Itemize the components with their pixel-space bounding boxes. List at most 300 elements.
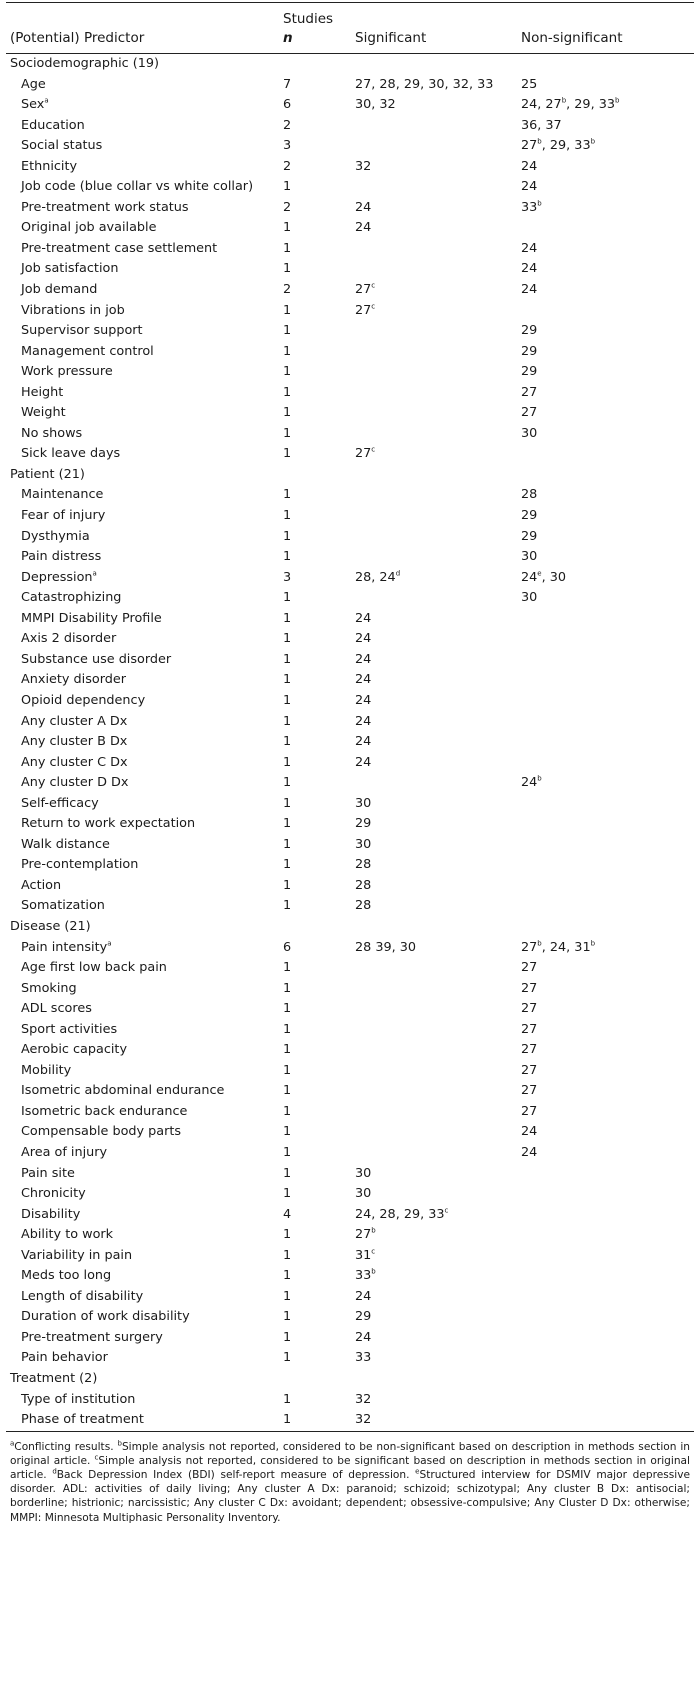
section-title: Treatment (2) — [10, 1371, 98, 1386]
table-body — [6, 54, 694, 1431]
footnote-text: Simple analysis not reported, considered to be significant based on description in methods section in original article. — [10, 1454, 690, 1482]
section-heading — [6, 1369, 694, 1390]
significant-cell: 24 — [355, 1288, 372, 1304]
significant-cell: 31$^c$ — [355, 1247, 376, 1263]
predictor-cell: Self-efficacy — [21, 795, 99, 811]
studies-count-cell: 6 — [283, 939, 292, 955]
section-title: Sociodemographic (19) — [10, 56, 160, 71]
table-row — [6, 629, 694, 650]
footnote-marker: b — [537, 137, 542, 146]
significant-cell: 27$^c$ — [355, 302, 376, 318]
predictor-cell: Pain intensity$^a$ — [21, 939, 112, 955]
footnote-marker: d — [395, 569, 401, 578]
studies-count-cell: 1 — [283, 734, 292, 750]
predictor-cell: Ethnicity — [21, 158, 78, 174]
footnote-marker: a — [10, 1439, 15, 1448]
table-row — [6, 1164, 694, 1185]
table-row — [6, 1266, 694, 1287]
table-row — [6, 280, 694, 301]
table-row — [6, 1061, 694, 1082]
predictor-cell: Job demand — [21, 282, 98, 298]
table-row — [6, 588, 694, 609]
footnote-marker: c — [371, 1247, 376, 1256]
studies-count-cell: 1 — [283, 384, 292, 400]
footnote-marker: b — [615, 96, 620, 105]
studies-count-cell: 1 — [283, 1350, 292, 1366]
nonsignificant-cell: 24 — [521, 282, 538, 298]
studies-count-cell: 1 — [283, 240, 292, 256]
studies-count-cell: 1 — [283, 1412, 292, 1428]
studies-count-cell: 1 — [283, 1124, 292, 1140]
predictor-cell: Disability — [21, 1206, 81, 1222]
significant-cell: 24 — [355, 1329, 372, 1345]
predictor-cell: Action — [21, 877, 62, 893]
nonsignificant-cell: 27 — [521, 1083, 538, 1099]
studies-count-cell: 1 — [283, 836, 292, 852]
studies-count-cell: 1 — [283, 672, 292, 688]
significant-cell: 28 39, 30 — [355, 939, 417, 955]
table-header — [6, 3, 694, 53]
predictor-cell: Type of institution — [21, 1391, 136, 1407]
nonsignificant-cell: 24, 27$^b$, 29, 33$^b$ — [521, 96, 620, 113]
footnote-marker: a — [92, 569, 97, 578]
studies-count-cell: 1 — [283, 713, 292, 729]
predictor-cell: Weight — [21, 405, 66, 421]
significant-cell: 28 — [355, 898, 372, 914]
header-predictor: (Potential) Predictor — [10, 30, 145, 46]
predictor-cell: Duration of work disability — [21, 1309, 190, 1325]
predictor-cell: Any cluster D Dx — [21, 775, 129, 791]
studies-count-cell: 1 — [283, 775, 292, 791]
footnote-marker: e — [537, 569, 542, 578]
table-row — [6, 383, 694, 404]
studies-count-cell: 1 — [283, 1042, 292, 1058]
studies-count-cell: 1 — [283, 1309, 292, 1325]
studies-count-cell: 2 — [283, 282, 292, 298]
predictor-cell: Isometric back endurance — [21, 1103, 188, 1119]
nonsignificant-cell: 30 — [521, 590, 538, 606]
significant-cell: 24 — [355, 199, 372, 215]
footnote-marker: a — [44, 96, 49, 105]
nonsignificant-cell: 25 — [521, 76, 538, 92]
significant-cell: 24 — [355, 651, 372, 667]
studies-count-cell: 1 — [283, 425, 292, 441]
predictor-cell: Depression$^a$ — [21, 569, 97, 585]
table-row — [6, 794, 694, 815]
footnote-marker: b — [537, 774, 542, 783]
studies-count-cell: 1 — [283, 302, 292, 318]
table-row — [6, 259, 694, 280]
nonsignificant-cell: 24$^b$ — [521, 774, 542, 791]
studies-count-cell: 1 — [283, 1329, 292, 1345]
studies-count-cell: 2 — [283, 199, 292, 215]
nonsignificant-cell: 27 — [521, 1042, 538, 1058]
studies-count-cell: 1 — [283, 549, 292, 565]
significant-cell: 28 — [355, 857, 372, 873]
nonsignificant-cell: 24e, 30 — [521, 569, 567, 585]
studies-count-cell: 1 — [283, 1268, 292, 1284]
footnote-marker: b — [590, 939, 596, 948]
predictor-cell: Compensable body parts — [21, 1124, 182, 1140]
significant-cell: 24 — [355, 672, 372, 688]
table-row — [6, 547, 694, 568]
footnote-marker: b — [590, 137, 596, 146]
studies-count-cell: 2 — [283, 117, 292, 133]
studies-count-cell: 1 — [283, 1021, 292, 1037]
studies-count-cell: 1 — [283, 754, 292, 770]
section-heading — [6, 917, 694, 938]
table-row — [6, 218, 694, 239]
table-row — [6, 1040, 694, 1061]
nonsignificant-cell: 36, 37 — [521, 117, 562, 133]
predictor-cell: Ability to work — [21, 1227, 114, 1243]
nonsignificant-cell: 27 — [521, 1103, 538, 1119]
footnote-marker: b — [537, 939, 542, 948]
table-row — [6, 116, 694, 137]
nonsignificant-cell: 29 — [521, 528, 538, 544]
footnote-text: Simple analysis not reported, considered to be non-significant based on description in methods section in original article. — [10, 1440, 690, 1467]
table-row — [6, 1410, 694, 1431]
predictor-cell: Pre-treatment surgery — [21, 1329, 163, 1345]
table-row — [6, 1020, 694, 1041]
predictor-cell: Substance use disorder — [21, 651, 172, 667]
footnote-marker: e — [415, 1467, 420, 1476]
significant-cell: 27$^c$ — [355, 446, 376, 462]
section-title: Disease (21) — [10, 918, 91, 934]
bottom-rule — [6, 1431, 694, 1432]
significant-cell: 30 — [355, 795, 372, 811]
nonsignificant-cell: 27$^b$, 24, 31$^b$ — [521, 939, 596, 955]
studies-count-cell: 1 — [283, 1186, 292, 1202]
predictor-cell: Variability in pain — [21, 1247, 133, 1263]
table-row — [6, 1102, 694, 1123]
studies-count-cell: 1 — [283, 1227, 292, 1243]
section-heading — [6, 54, 694, 75]
studies-count-cell: 1 — [283, 795, 292, 811]
nonsignificant-cell: 27 — [521, 1062, 538, 1078]
table-row — [6, 157, 694, 178]
predictor-cell: Sport activities — [21, 1021, 118, 1037]
predictor-cell: Return to work expectation — [21, 816, 196, 832]
table-row — [6, 691, 694, 712]
studies-count-cell: 1 — [283, 1144, 292, 1160]
predictor-cell: Fear of injury — [21, 508, 106, 524]
predictor-cell: ADL scores — [21, 1001, 92, 1017]
nonsignificant-cell: 24 — [521, 158, 538, 174]
table-row — [6, 670, 694, 691]
header-n: n — [283, 30, 293, 46]
footnote-marker: d — [52, 1467, 57, 1476]
predictor-cell: Maintenance — [21, 487, 104, 503]
predictor-cell: Original job available — [21, 220, 157, 236]
studies-count-cell: 1 — [283, 960, 292, 976]
significant-cell: 24 — [355, 734, 372, 750]
predictor-cell: Education — [21, 117, 85, 133]
studies-count-cell: 3 — [283, 569, 292, 585]
significant-cell: 29 — [355, 816, 372, 832]
predictor-cell: Social status — [21, 138, 103, 154]
predictor-cell: Pain site — [21, 1165, 75, 1181]
footnote-text: Structured interview for DSMIV major depressive disorder. ADL: activities of daily living; Any cluster A Dx: paranoid; schizoid; schizotypal; Any cluster B Dx: antisocial; borderline; histrionic; narcissistic; Any cluster C Dx: avoidant; dependent; obsessive-compulsive; Any Cluster D Dx: otherwise; MMPI: Minnesota Multiphasic Personality Inventory. — [10, 1469, 691, 1524]
table-row — [6, 239, 694, 260]
predictor-cell: Anxiety disorder — [21, 672, 126, 688]
predictor-cell: Phase of treatment — [21, 1412, 144, 1428]
studies-count-cell: 1 — [283, 364, 292, 380]
nonsignificant-cell: 27 — [521, 384, 538, 400]
nonsignificant-cell: 24 — [521, 1124, 538, 1140]
table-row — [6, 609, 694, 630]
nonsignificant-cell: 24 — [521, 240, 538, 256]
footnote-marker: c — [444, 1206, 449, 1215]
predictor-table — [6, 2, 694, 1525]
table-row — [6, 424, 694, 445]
studies-count-cell: 2 — [283, 158, 292, 174]
predictor-cell: Job code (blue collar vs white collar) — [21, 179, 254, 195]
table-footnotes — [6, 1436, 694, 1525]
table-row — [6, 403, 694, 424]
footnote-marker: b — [371, 1226, 376, 1235]
predictor-cell: Chronicity — [21, 1186, 86, 1202]
studies-count-cell: 3 — [283, 138, 292, 154]
significant-cell: 24 — [355, 713, 372, 729]
predictor-cell: Opioid dependency — [21, 692, 146, 708]
predictor-cell: Sick leave days — [21, 446, 121, 462]
nonsignificant-cell: 27 — [521, 405, 538, 421]
significant-cell: 27$^b$ — [355, 1226, 376, 1243]
table-row — [6, 753, 694, 774]
predictor-cell: No shows — [21, 425, 83, 441]
table-row — [6, 1390, 694, 1411]
studies-count-cell: 1 — [283, 220, 292, 236]
studies-count-cell: 1 — [283, 651, 292, 667]
table-row — [6, 876, 694, 897]
footnote-marker: b — [117, 1439, 122, 1448]
studies-count-cell: 1 — [283, 1391, 292, 1407]
studies-count-cell: 1 — [283, 323, 292, 339]
footnote-text: Back Depression Index (BDI) self-report measure of depression. — [56, 1469, 416, 1482]
studies-count-cell: 1 — [283, 980, 292, 996]
studies-count-cell: 1 — [283, 816, 292, 832]
table-row — [6, 177, 694, 198]
header-nonsignificant: Non-significant — [521, 30, 623, 46]
predictor-cell: Somatization — [21, 898, 105, 914]
table-row — [6, 650, 694, 671]
studies-count-cell: 7 — [283, 76, 292, 92]
studies-count-cell: 1 — [283, 508, 292, 524]
table-row — [6, 342, 694, 363]
table-row — [6, 1122, 694, 1143]
table-row — [6, 835, 694, 856]
table-row — [6, 568, 694, 589]
studies-count-cell: 1 — [283, 877, 292, 893]
predictor-cell: Sex$^a$ — [21, 96, 49, 113]
studies-count-cell: 1 — [283, 1288, 292, 1304]
section-title: Patient (21) — [10, 466, 85, 482]
significant-cell: 28, 24$^d$ — [355, 569, 401, 585]
nonsignificant-cell: 27 — [521, 1021, 538, 1037]
studies-count-cell: 1 — [283, 692, 292, 708]
significant-cell: 24 — [355, 692, 372, 708]
table-row — [6, 1184, 694, 1205]
predictor-cell: Any cluster C Dx — [21, 754, 128, 770]
studies-count-cell: 1 — [283, 179, 292, 195]
predictor-cell: Walk distance — [21, 836, 110, 852]
table-row — [6, 527, 694, 548]
predictor-cell: Aerobic capacity — [21, 1042, 128, 1058]
predictor-cell: Height — [21, 384, 64, 400]
section-heading — [6, 465, 694, 486]
nonsignificant-cell: 28 — [521, 487, 538, 503]
footnote-marker: c — [371, 302, 376, 311]
nonsignificant-cell: 29 — [521, 364, 538, 380]
significant-cell: 30 — [355, 1186, 372, 1202]
table-row — [6, 958, 694, 979]
significant-cell: 33 — [355, 1350, 372, 1366]
predictor-cell: Area of injury — [21, 1144, 108, 1160]
nonsignificant-cell: 27 — [521, 960, 538, 976]
studies-count-cell: 4 — [283, 1206, 292, 1222]
significant-cell: 30, 32 — [355, 97, 396, 113]
header-significant: Significant — [355, 30, 427, 46]
table-row — [6, 814, 694, 835]
predictor-cell: Mobility — [21, 1062, 72, 1078]
footnote-marker: a — [107, 939, 112, 948]
predictor-cell: Vibrations in job — [21, 302, 125, 318]
nonsignificant-cell: 29 — [521, 323, 538, 339]
nonsignificant-cell: 30 — [521, 425, 538, 441]
predictor-cell: Work pressure — [21, 364, 113, 380]
table-row — [6, 75, 694, 96]
nonsignificant-cell: 30 — [521, 549, 538, 565]
studies-count-cell: 1 — [283, 487, 292, 503]
table-row — [6, 198, 694, 219]
table-row — [6, 95, 694, 116]
footnote-marker: b — [371, 1268, 376, 1276]
nonsignificant-cell: 33$^b$ — [521, 199, 542, 215]
predictor-cell: Isometric abdominal endurance — [21, 1083, 225, 1099]
significant-cell: 24, 28, 29, 33$^c$ — [355, 1206, 449, 1222]
table-row — [6, 321, 694, 342]
significant-cell: 33$^b$ — [355, 1268, 376, 1284]
studies-count-cell: 1 — [283, 898, 292, 914]
significant-cell: 32 — [355, 1391, 372, 1407]
studies-count-cell: 1 — [283, 343, 292, 359]
table-row — [6, 444, 694, 465]
predictor-cell: Age — [21, 76, 46, 92]
table-row — [6, 1143, 694, 1164]
predictor-cell: Any cluster A Dx — [21, 713, 128, 729]
studies-count-cell: 1 — [283, 857, 292, 873]
table-row — [6, 1348, 694, 1369]
footnote-marker: c — [94, 1453, 99, 1462]
studies-count-cell: 1 — [283, 446, 292, 462]
predictor-cell: Pain distress — [21, 549, 102, 565]
predictor-cell: Dysthymia — [21, 528, 90, 544]
significant-cell: 24 — [355, 220, 372, 236]
table-row — [6, 485, 694, 506]
predictor-cell: Pre-treatment work status — [21, 199, 189, 215]
significant-cell: 32 — [355, 1412, 372, 1428]
significant-cell: 24 — [355, 754, 372, 770]
predictor-cell: Meds too long — [21, 1268, 112, 1284]
predictor-cell: Catastrophizing — [21, 590, 122, 606]
nonsignificant-cell: 27 — [521, 1001, 538, 1017]
footnote-marker: b — [561, 96, 567, 105]
nonsignificant-cell: 24 — [521, 1144, 538, 1160]
significant-cell: 32 — [355, 158, 372, 174]
table-row — [6, 1328, 694, 1349]
studies-count-cell: 1 — [283, 590, 292, 606]
studies-count-cell: 1 — [283, 1165, 292, 1181]
predictor-cell: Any cluster B Dx — [21, 734, 128, 750]
studies-count-cell: 1 — [283, 528, 292, 544]
table-row — [6, 506, 694, 527]
table-row — [6, 999, 694, 1020]
table-row — [6, 979, 694, 1000]
nonsignificant-cell: 29 — [521, 508, 538, 524]
predictor-cell: Job satisfaction — [21, 261, 119, 277]
table-row — [6, 1246, 694, 1267]
predictor-cell: Management control — [21, 343, 154, 359]
predictor-cell: MMPI Disability Profile — [21, 610, 162, 626]
studies-count-cell: 1 — [283, 1247, 292, 1263]
studies-count-cell: 1 — [283, 610, 292, 626]
table-row — [6, 1307, 694, 1328]
predictor-cell: Axis 2 disorder — [21, 631, 117, 647]
footnote-marker: c — [371, 281, 376, 290]
studies-count-cell: 1 — [283, 1001, 292, 1017]
footnote-marker: c — [371, 446, 376, 455]
table-row — [6, 1225, 694, 1246]
significant-cell: 30 — [355, 1165, 372, 1181]
predictor-cell: Pain behavior — [21, 1350, 108, 1366]
table-row — [6, 1287, 694, 1308]
studies-count-cell: 6 — [283, 97, 292, 113]
significant-cell: 28 — [355, 877, 372, 893]
predictor-cell: Length of disability — [21, 1288, 144, 1304]
table-row — [6, 896, 694, 917]
nonsignificant-cell: 24 — [521, 261, 538, 277]
significant-cell: 27, 28, 29, 30, 32, 33 — [355, 76, 494, 92]
header-studies: Studies — [283, 11, 334, 27]
studies-count-cell: 1 — [283, 405, 292, 421]
table-row — [6, 732, 694, 753]
table-row — [6, 301, 694, 322]
significant-cell: 24 — [355, 631, 372, 647]
predictor-cell: Age first low back pain — [21, 960, 167, 976]
significant-cell: 30 — [355, 836, 372, 852]
table-row — [6, 1081, 694, 1102]
table-row — [6, 938, 694, 959]
nonsignificant-cell: 24 — [521, 179, 538, 195]
significant-cell: 24 — [355, 610, 372, 626]
predictor-cell: Pre-treatment case settlement — [21, 240, 218, 256]
predictor-cell: Pre-contemplation — [21, 857, 139, 873]
footnote-marker: b — [537, 199, 542, 208]
table-row — [6, 712, 694, 733]
significant-cell: 29 — [355, 1309, 372, 1325]
nonsignificant-cell: 29 — [521, 343, 538, 359]
table-row — [6, 855, 694, 876]
table-row — [6, 773, 694, 794]
studies-count-cell: 1 — [283, 1083, 292, 1099]
studies-count-cell: 1 — [283, 1103, 292, 1119]
nonsignificant-cell: 27 — [521, 980, 538, 996]
table-row — [6, 136, 694, 157]
footnote-text: Conflicting results. — [14, 1440, 118, 1453]
significant-cell: 27$^c$ — [355, 281, 376, 298]
table-row — [6, 362, 694, 383]
